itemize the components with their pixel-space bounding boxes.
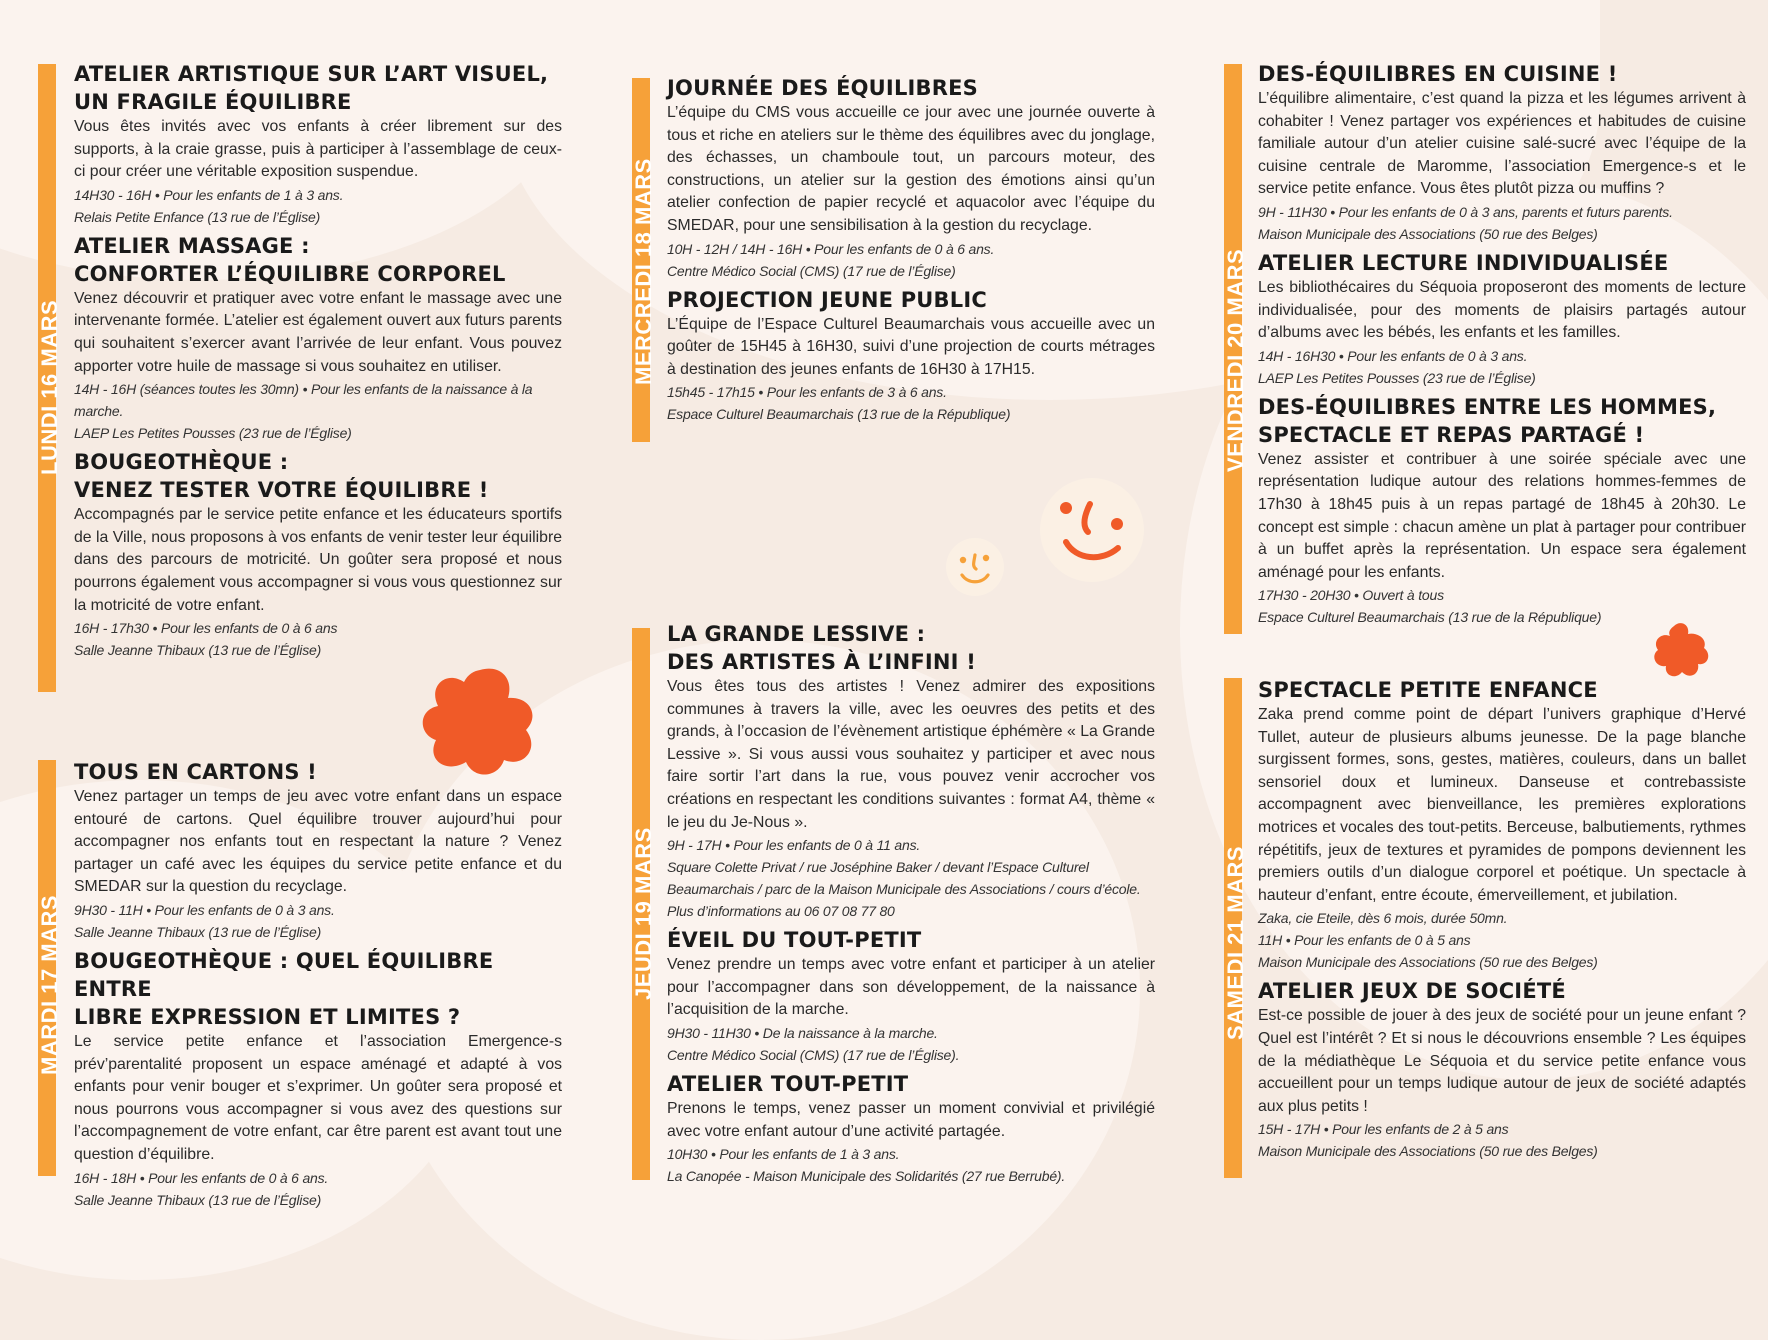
- event: [667, 74, 1155, 282]
- event-location: Centre Médico Social (CMS) (17 rue de l’Église): [667, 262, 956, 279]
- event-title: DES-ÉQUILIBRES EN CUISINE !: [1258, 62, 1618, 86]
- event-time: 15H - 17H • Pour les enfants de 2 à 5 ans: [1258, 1121, 1509, 1138]
- event: [667, 620, 1155, 922]
- event-location: LAEP Les Petites Pousses (23 rue de l’Église): [1258, 369, 1536, 386]
- event-time: 16H - 17h30 • Pour les enfants de 0 à 6 ans: [74, 620, 338, 637]
- event-time: 9H30 - 11H • Pour les enfants de 0 à 3 ans.: [74, 901, 335, 918]
- event-time: 15h45 - 17h15 • Pour les enfants de 3 à 6 ans.: [667, 384, 947, 401]
- event-time: 11H • Pour les enfants de 0 à 5 ans: [1258, 932, 1471, 949]
- event-title: JOURNÉE DES ÉQUILIBRES: [667, 76, 978, 100]
- event: [74, 758, 562, 943]
- event: [667, 1070, 1155, 1187]
- smiley-face-small: [946, 538, 1004, 596]
- event-time: 14H - 16H30 • Pour les enfants de 0 à 3 ans.: [1258, 347, 1528, 364]
- column-1-b: [74, 758, 562, 1215]
- event-time: 10H30 • Pour les enfants de 1 à 3 ans.: [667, 1146, 900, 1163]
- column-2-b: [667, 620, 1155, 1191]
- day-label: MARDI 17 MARS: [37, 894, 62, 1075]
- day-label: MERCREDI 18 MARS: [631, 158, 656, 385]
- day-label: VENDREDI 20 MARS: [1223, 248, 1248, 472]
- event-location: Maison Municipale des Associations (50 rue des Belges): [1258, 1143, 1598, 1160]
- event-title: BOUGEOTHÈQUE : QUEL ÉQUILIBRE ENTRE LIBRE EXPRESSION ET LIMITES ?: [74, 948, 494, 1029]
- event-description: Vous êtes tous des artistes ! Venez admirer des expositions communes à travers la ville, avec les oeuvres des petits et des grands, à l’occasion de l’évènement artistique éphémère « La Grande Lessive ». Si vous aussi vous souhaitez y participer et avec nous faire sortir l’art dans la rue, vous pouvez venir accrocher vos créations en respectant les conditions suivantes : format A4, thème « le jeu du Je-Nous ».: [667, 678, 1155, 831]
- event-description: Accompagnés par le service petite enfance et les éducateurs sportifs de la Ville, nous proposons à vos enfants de venir tester leur équilibre dans des parcours de motricité. Un goûter sera proposé et nous pourrons également vous accompagner si vous vous questionnez sur la motricité de votre enfant.: [74, 506, 562, 614]
- event: [1258, 676, 1746, 973]
- event-description: Prenons le temps, venez passer un moment convivial et privilégié avec votre enfant autour d’une activité partagée.: [667, 1099, 1155, 1140]
- day-label: LUNDI 16 MARS: [37, 299, 62, 475]
- event-time: 14H - 16H (séances toutes les 30mn) • Pour les enfants de la naissance à la: [74, 381, 533, 398]
- event-location: Maison Municipale des Associations (50 rue des Belges): [1258, 954, 1598, 971]
- event-description: L’équilibre alimentaire, c’est quand la pizza et les légumes arrivent à cohabiter ! Venez partager vos expériences et habitudes de cuisine familiale autour d’un atelier cuisine salé-sucré avec l’équipe de la cuisine centrale de Maromme, l’association Emergence-s et le service petite enfance. Vous êtes plutôt pizza ou muffins ?: [1258, 90, 1746, 198]
- event-location: LAEP Les Petites Pousses (23 rue de l’Église): [74, 425, 352, 442]
- column-1: [74, 60, 562, 665]
- event-location: Espace Culturel Beaumarchais (13 rue de la République): [667, 406, 1011, 423]
- event-time: marche.: [74, 403, 124, 420]
- event-title: PROJECTION JEUNE PUBLIC: [667, 287, 987, 312]
- event-description: Est-ce possible de jouer à des jeux de société pour un jeune enfant ? Quel est l’intérêt ? Et si nous le découvrions ensemble ? Les équipes de la médiathèque Le Séquoia et du service petite enfance vous accueillent pour un temps ludique autour de jeux de société adaptés aux plus petits !: [1258, 1007, 1746, 1115]
- event-description: Venez assister et contribuer à une soirée spéciale avec une représentation ludique autour des relations hommes-femmes de 17h30 à 18h45 puis à un repas partagé de 18h45 à 20h30. Le concept est simple : chacun amène un plat à partager pour contribuer à un buffet après la représentation. Un espace sera également aménagé pour les enfants.: [1258, 450, 1746, 581]
- event-title: LA GRANDE LESSIVE : DES ARTISTES À L’INFINI !: [667, 622, 976, 674]
- event-info: Zaka, cie Eteile, dès 6 mois, durée 50mn.: [1258, 910, 1508, 927]
- event-location: Maison Municipale des Associations (50 rue des Belges): [1258, 225, 1598, 242]
- event: [1258, 60, 1746, 245]
- event-title: SPECTACLE PETITE ENFANCE: [1258, 678, 1598, 702]
- event-location: La Canopée - Maison Municipale des Solidarités (27 rue Berrubé).: [667, 1168, 1066, 1185]
- event-time: 9H - 17H • Pour les enfants de 0 à 11 ans.: [667, 837, 921, 854]
- event-description: Les bibliothécaires du Séquoia proposeront des moments de lecture individualisée, pour des moments de plaisirs partagés autour d’albums avec les bébés, les enfants et les familles.: [1258, 278, 1746, 342]
- event-location: Centre Médico Social (CMS) (17 rue de l’Église).: [667, 1046, 960, 1063]
- event-time: 17H30 - 20H30 • Ouvert à tous: [1258, 587, 1444, 604]
- event-title: ATELIER MASSAGE : CONFORTER L’ÉQUILIBRE CORPOREL: [74, 233, 506, 286]
- event-info: Plus d’informations au 06 07 08 77 80: [667, 903, 895, 920]
- event: [1258, 249, 1746, 389]
- event: [74, 448, 562, 661]
- event-location: Salle Jeanne Thibaux (13 rue de l’Église): [74, 1191, 322, 1208]
- event: [1258, 977, 1746, 1162]
- event-title: TOUS EN CARTONS !: [74, 760, 317, 784]
- smiley-face-large: [1040, 478, 1144, 582]
- red-cross-shape: [1652, 622, 1710, 680]
- column-3: [1258, 60, 1746, 632]
- event-description: Le service petite enfance et l’association Emergence-s prév’parentalité proposent un espace aménagé et adapté à vos enfants pour venir bouger et s’exprimer. Un goûter sera proposé et nous pourrons vous accompagner si vous avez des questions sur l’accompagnement de votre enfant, car être parent est avant tout une question d’équilibre.: [74, 1032, 562, 1163]
- event-description: L’équipe du CMS vous accueille ce jour avec une journée ouverte à tous et riche en ateliers sur le thème des équilibres avec du jonglage, des échasses, un chamboule tout, un parcours moteur, des constructions, un atelier sur la gestion des émotions ainsi qu’un atelier confection de papier recyclé et aquacolor avec l’équipe du SMEDAR, pour une sensibilisation à la gestion du recyclage.: [667, 104, 1155, 234]
- column-2: [667, 74, 1155, 429]
- day-label: SAMEDI 21 MARS: [1223, 845, 1248, 1040]
- event: [74, 947, 562, 1211]
- event-time: 16H - 18H • Pour les enfants de 0 à 6 ans.: [74, 1169, 329, 1186]
- event-location: Relais Petite Enfance (13 rue de l’Église): [74, 208, 321, 225]
- event-title: ÉVEIL DU TOUT-PETIT: [667, 928, 922, 953]
- event-description: Venez découvrir et pratiquer avec votre enfant le massage avec une intervenante formée. L’atelier est également ouvert aux futurs parents qui souhaitent s’exercer avant l’arrivée de leur enfant. Vous pouvez apporter votre huile de massage si vous souhaitez en utiliser.: [74, 289, 562, 375]
- event: [74, 60, 562, 228]
- event-description: Venez partager un temps de jeu avec votre enfant dans un espace entouré de cartons. Quel équilibre trouver aujourd’hui pour accompagner nos enfants tout en respectant la nature ? Venez partager un café avec les équipes du service petite enfance et du SMEDAR sur la question du recyclage.: [74, 788, 562, 896]
- event-time: 10H - 12H / 14H - 16H • Pour les enfants de 0 à 6 ans.: [667, 240, 995, 257]
- event: [1258, 393, 1746, 629]
- event: [74, 232, 562, 444]
- red-flower-shape: [418, 664, 540, 778]
- event-title: BOUGEOTHÈQUE : VENEZ TESTER VOTRE ÉQUILIBRE !: [74, 450, 489, 503]
- event: [667, 286, 1155, 426]
- day-label: JEUDI 19 MARS: [631, 827, 656, 1000]
- event-time: 14H30 - 16H • Pour les enfants de 1 à 3 ans.: [74, 186, 344, 203]
- event-time: 9H - 11H30 • Pour les enfants de 0 à 3 ans, parents et futurs parents.: [1258, 203, 1673, 220]
- event-description: Vous êtes invités avec vos enfants à créer librement sur des supports, à la craie grasse, puis à participer à l’assemblage de ceux-ci pour créer une véritable exposition suspendue.: [74, 118, 562, 181]
- event-title: ATELIER TOUT-PETIT: [667, 1071, 909, 1096]
- event-description: Zaka prend comme point de départ l’univers graphique d’Hervé Tullet, auteur de plusieurs albums jeunesse. De la page blanche surgissent formes, sons, gestes, matières, couleurs, dans un ballet sensoriel doux et lumineux. Danseuse et contrebassiste accompagnent avec bienveillance, les premières explorations motrices et vocales des tout-petits. Berceuse, balbutiements, rythmes répétitifs, jeux de textures et pyramides de pompons deviennent les premiers outils d’un dialogue corporel et poétique. Un spectacle à hauteur d’enfant, entre écoute, émerveillement, et jubilation.: [1258, 706, 1746, 904]
- event-time: 9H30 - 11H30 • De la naissance à la marche.: [667, 1024, 938, 1041]
- event-location: Salle Jeanne Thibaux (13 rue de l’Église): [74, 923, 322, 940]
- column-3-b: [1258, 676, 1746, 1166]
- event-title: DES-ÉQUILIBRES ENTRE LES HOMMES, SPECTACLE ET REPAS PARTAGÉ !: [1258, 394, 1717, 447]
- event-location: Salle Jeanne Thibaux (13 rue de l’Église): [74, 642, 322, 659]
- event-location: Square Colette Privat / rue Joséphine Baker / devant l’Espace Culturel: [667, 859, 1089, 876]
- event-location: Espace Culturel Beaumarchais (13 rue de la République): [1258, 609, 1602, 626]
- event: [667, 926, 1155, 1066]
- event-title: ATELIER ARTISTIQUE SUR L’ART VISUEL, UN FRAGILE ÉQUILIBRE: [74, 62, 549, 114]
- event-title: ATELIER JEUX DE SOCIÉTÉ: [1258, 979, 1566, 1004]
- event-description: Venez prendre un temps avec votre enfant et participer à un atelier pour l’accompagner dans son développement, de la naissance à l’acquisition de la marche.: [667, 956, 1155, 1019]
- event-location: Beaumarchais / parc de la Maison Municipale des Associations / cours d’école.: [667, 881, 1141, 898]
- event-description: L’Équipe de l’Espace Culturel Beaumarchais vous accueille avec un goûter de 15H45 à 16H30, suivi d’une projection de courts métrages à destination des jeunes enfants de 16H30 à 17H15.: [667, 315, 1155, 378]
- event-title: ATELIER LECTURE INDIVIDUALISÉE: [1258, 250, 1669, 275]
